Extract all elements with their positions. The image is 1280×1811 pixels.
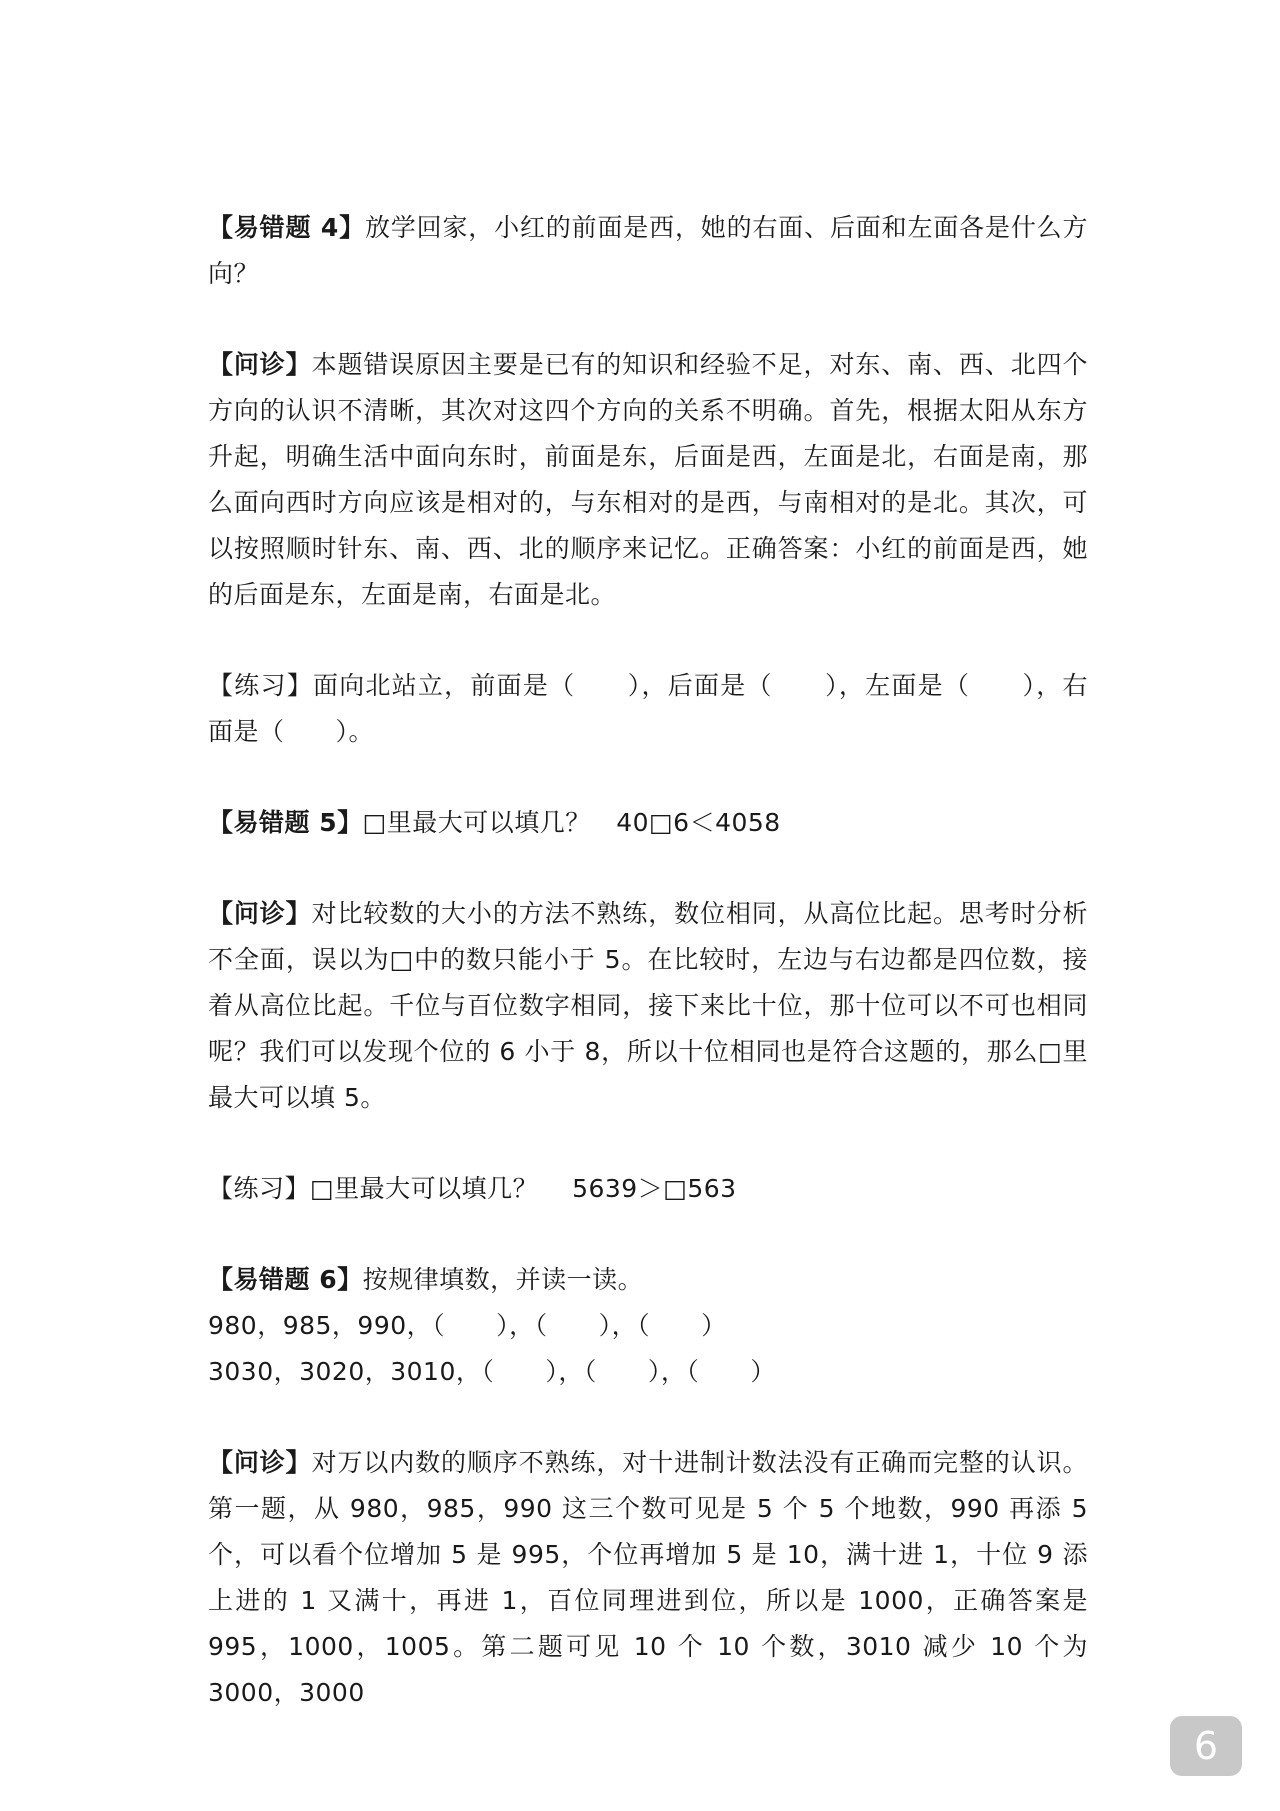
practice-4-text: 面向北站立，前面是（ ），后面是（ ），左面是（ ），右面是（ ）。 [208, 671, 1088, 746]
question-5 [208, 800, 1088, 846]
diagnosis-6-tag: 【问诊】 [208, 1448, 312, 1477]
question-6-text: 按规律填数，并读一读。 [362, 1265, 644, 1294]
practice-4 [208, 663, 1088, 755]
document-body [208, 205, 1088, 1716]
practice-5-tag: 【练习】 [208, 1174, 311, 1203]
question-6-heading [208, 1257, 1088, 1303]
diagnosis-4-text: 本题错误原因主要是已有的知识和经验不足，对东、南、西、北四个方向的认识不清晰，其次对这四个方向的关系不明确。首先，根据太阳从东方升起，明确生活中面向东时，前面是东，后面是西，左面是北，右面是南，那么面向西时方向应该是相对的，与东相对的是西，与南相对的是北。其次，可以按照顺时针东、南、西、北的顺序来记忆。正确答案：小红的前面是西，她的后面是东，左面是南，右面是北。 [208, 350, 1088, 609]
sequence-line-1: 980，985，990，（ ），（ ），（ ） [208, 1311, 727, 1340]
diagnosis-5 [208, 891, 1088, 1121]
page-number-badge: 6 [1170, 1716, 1242, 1776]
question-6-tag: 【易错题 6】 [208, 1265, 363, 1294]
diagnosis-5-tag: 【问诊】 [208, 899, 312, 928]
practice-5 [208, 1166, 1088, 1212]
diagnosis-6-text: 对万以内数的顺序不熟练，对十进制计数法没有正确而完整的认识。第一题，从 980，985，990 这三个数可见是 5 个 5 个地数，990 再添 5 个，可以看个位增加 5 是 995，个位再增加 5 是 10，满十进 1，十位 9 添上进的 1 又满十，再进 1，百位同理进到位，所以是 1000，正确答案是 995，1000，1005。第二题可见 10 个 10 个数，3010 减少 10 个为 3000，3000 [208, 1448, 1088, 1707]
practice-4-tag: 【练习】 [208, 671, 313, 700]
diagnosis-6 [208, 1440, 1088, 1716]
diagnosis-4 [208, 342, 1088, 618]
question-6 [208, 1257, 1088, 1395]
question-4 [208, 205, 1088, 297]
question-5-tag: 【易错题 5】 [208, 808, 363, 837]
diagnosis-5-text: 对比较数的大小的方法不熟练，数位相同，从高位比起。思考时分析不全面，误以为□中的数只能小于 5。在比较时，左边与右边都是四位数，接着从高位比起。千位与百位数字相同，接下来比十位，那十位可以不可也相同呢？我们可以发现个位的 6 小于 8，所以十位相同也是符合这题的，那么□里最大可以填 5。 [208, 899, 1088, 1112]
question-5-text: □里最大可以填几？ 40□6＜4058 [362, 808, 781, 837]
question-4-tag: 【易错题 4】 [208, 213, 365, 242]
practice-5-text: □里最大可以填几？ 5639＞□563 [310, 1174, 737, 1203]
sequence-line-2: 3030，3020，3010，（ ），（ ），（ ） [208, 1357, 776, 1386]
diagnosis-4-tag: 【问诊】 [208, 350, 312, 379]
question-4-text: 放学回家，小红的前面是西，她的右面、后面和左面各是什么方向？ [208, 213, 1088, 288]
